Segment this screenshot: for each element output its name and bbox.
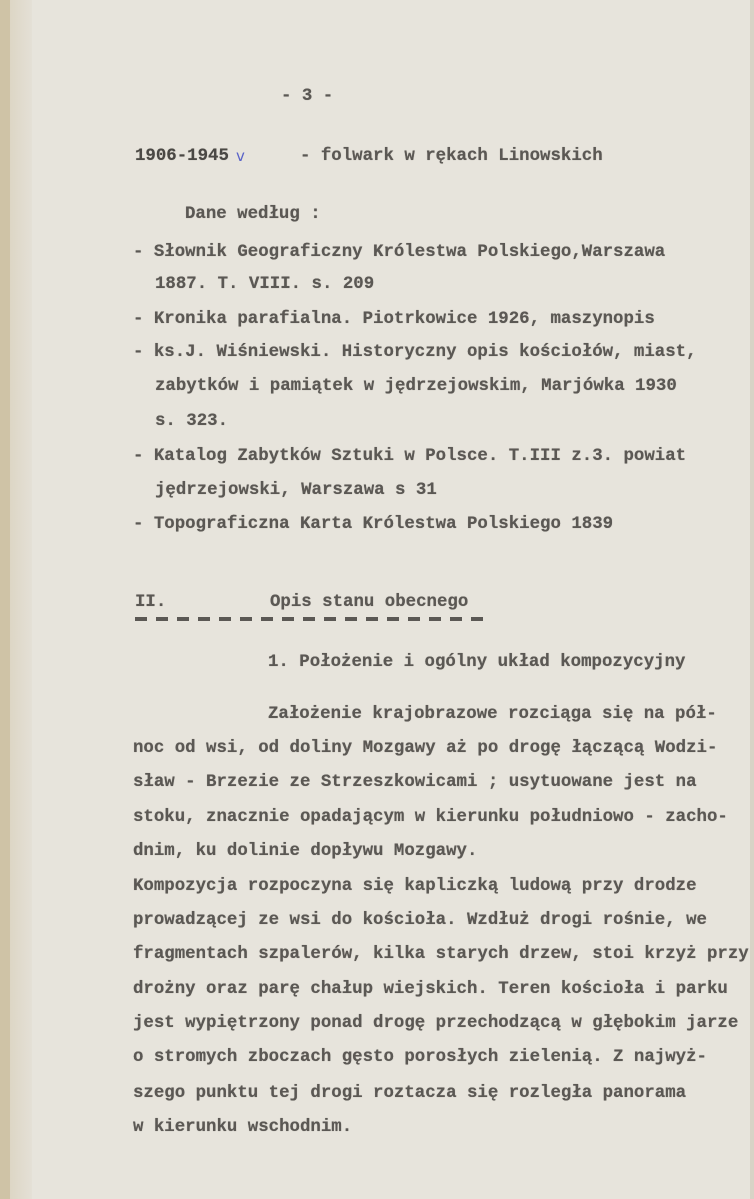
page-number: - 3 - bbox=[281, 87, 334, 106]
page-shadow bbox=[10, 0, 32, 1199]
section-title: Opis stanu obecnego bbox=[270, 593, 469, 612]
body-line: jest wypiętrzony ponad drogę przechodzącą w głębokim jarze bbox=[133, 1014, 739, 1033]
source-line: 1887. T. VIII. s. 209 bbox=[155, 275, 375, 294]
period-years: 1906-1945 bbox=[135, 147, 229, 166]
handwritten-check-mark: v bbox=[236, 147, 245, 165]
period-description: - folwark w rękach Linowskich bbox=[300, 147, 603, 166]
body-line: drożny oraz parę chałup wiejskich. Teren kościoła i parku bbox=[133, 980, 728, 999]
body-line: o stromych zboczach gęsto porosłych zielenią. Z najwyż- bbox=[133, 1048, 707, 1067]
source-line: s. 323. bbox=[155, 412, 229, 431]
body-line: sław - Brzezie ze Strzeszkowicami ; usytuowane jest na bbox=[133, 773, 697, 792]
body-line: fragmentach szpalerów, kilka starych drzew, stoi krzyż przy bbox=[133, 945, 749, 964]
body-line: w kierunku wschodnim. bbox=[133, 1118, 353, 1137]
source-line: - Kronika parafialna. Piotrkowice 1926, maszynopis bbox=[133, 310, 655, 329]
section-dashed-underline bbox=[135, 617, 483, 621]
body-line: prowadzącej ze wsi do kościoła. Wzdłuż drogi rośnie, we bbox=[133, 911, 707, 930]
source-line: jędrzejowski, Warszawa s 31 bbox=[155, 481, 437, 500]
source-line: - Topograficzna Karta Królestwa Polskiego 1839 bbox=[133, 515, 614, 534]
source-line: - ks.J. Wiśniewski. Historyczny opis kościołów, miast, bbox=[133, 343, 697, 362]
body-line: dnim, ku dolinie dopływu Mozgawy. bbox=[133, 842, 478, 861]
subsection-title: 1. Położenie i ogólny układ kompozycyjny bbox=[268, 653, 686, 672]
binding-edge bbox=[0, 0, 10, 1199]
source-line: - Katalog Zabytków Sztuki w Polsce. T.III z.3. powiat bbox=[133, 447, 687, 466]
body-line: stoku, znacznie opadającym w kierunku południowo - zacho- bbox=[133, 808, 728, 827]
section-number: II. bbox=[135, 593, 167, 612]
body-line: Kompozycja rozpoczyna się kapliczką ludową przy drodze bbox=[133, 877, 697, 896]
sources-heading: Dane według : bbox=[185, 205, 321, 224]
body-line: noc od wsi, od doliny Mozgawy aż po drogę łączącą Wodzi- bbox=[133, 739, 718, 758]
body-line: szego punktu tej drogi roztacza się rozległa panorama bbox=[133, 1084, 687, 1103]
source-line: zabytków i pamiątek w jędrzejowskim, Marjówka 1930 bbox=[155, 377, 677, 396]
page-right-edge bbox=[750, 0, 754, 1199]
source-line: - Słownik Geograficzny Królestwa Polskiego,Warszawa bbox=[133, 243, 666, 262]
body-line: Założenie krajobrazowe rozciąga się na pół- bbox=[268, 705, 717, 724]
